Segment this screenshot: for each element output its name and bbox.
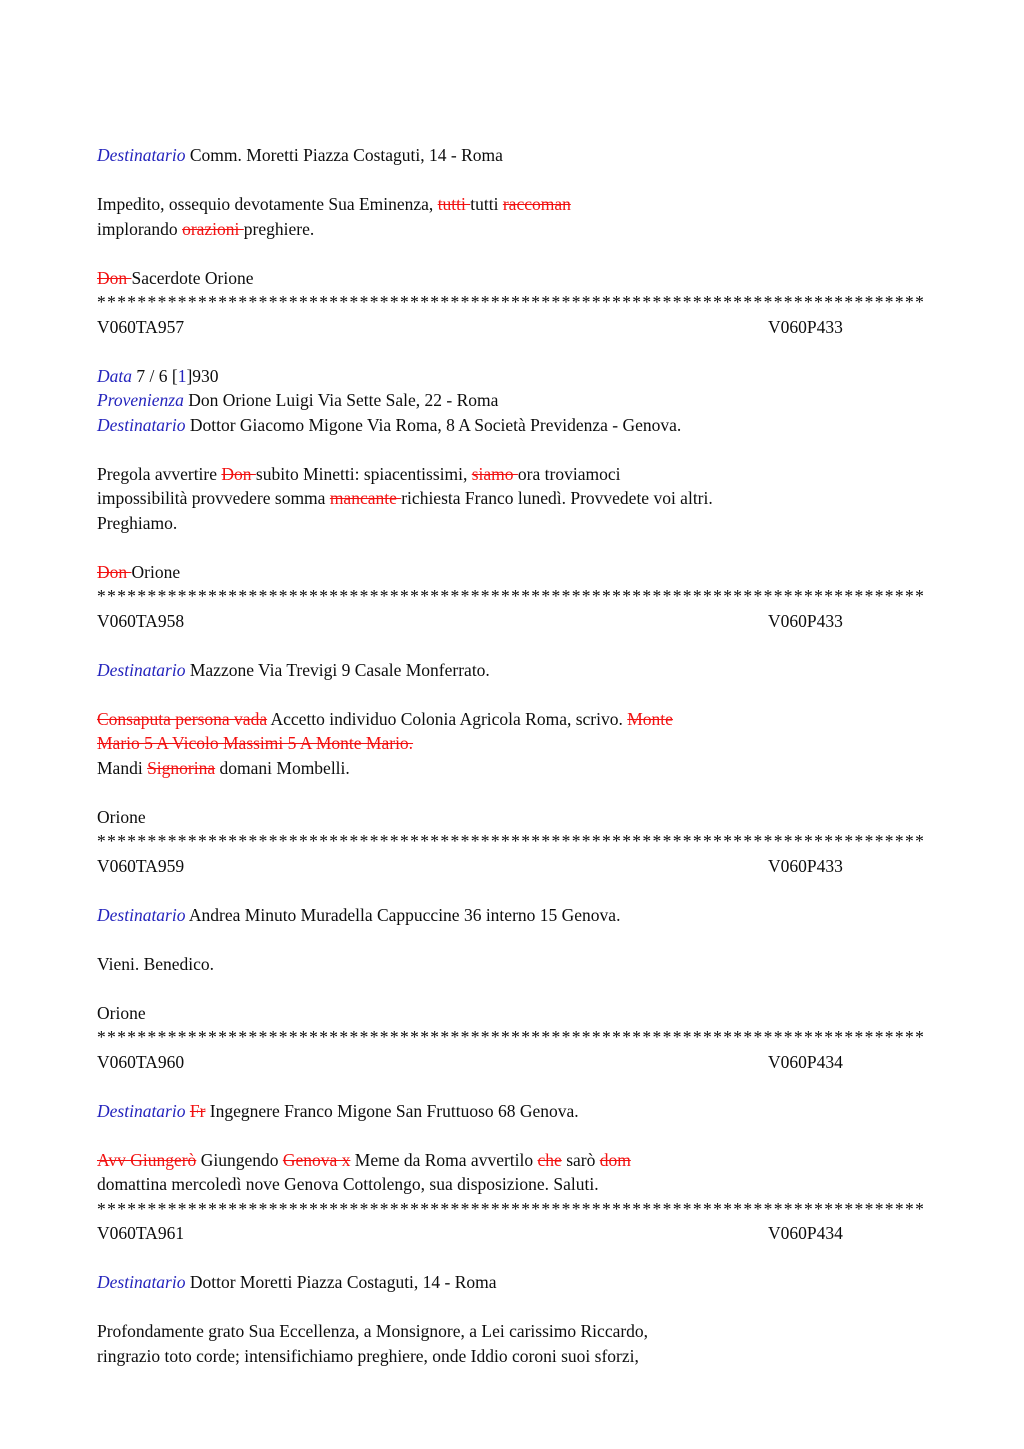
asterisk-rule: ********************************************************************************** <box>97 292 926 312</box>
text-run: preghiere. <box>243 218 315 239</box>
text-run: Vieni. Benedico. <box>97 953 215 974</box>
text-run: richiesta Franco lunedì. Provvedete voi altri. <box>401 488 713 508</box>
blank-line <box>97 241 927 266</box>
document-line <box>97 805 927 830</box>
field-label: Destinatario <box>97 904 186 925</box>
document-line <box>97 511 927 536</box>
field-label: Destinatario <box>97 1272 186 1292</box>
text-run: Orione <box>131 561 181 582</box>
text-run: Orione <box>97 1002 146 1023</box>
text-run: Accetto individuo Colonia Agricola Roma, scrivo. <box>267 708 628 729</box>
blank-line <box>97 1074 927 1099</box>
bracket-number: 1 <box>177 365 187 386</box>
strikethrough-text: che <box>537 1149 562 1170</box>
code-row <box>97 315 927 340</box>
text-run: tutti <box>470 194 503 214</box>
strikethrough-text: mancante <box>329 488 402 508</box>
blank-line <box>97 1123 927 1148</box>
blank-line <box>97 780 927 805</box>
document-line <box>97 1344 927 1369</box>
text-run: Giungendo <box>196 1149 283 1170</box>
text-run: 7 / 6 [ <box>132 365 178 386</box>
text-run: subito Minetti: spiacentissimi, <box>255 463 472 484</box>
field-label: Provenienza <box>97 390 184 410</box>
page-ref-code: V060P434 <box>768 1051 843 1072</box>
strikethrough-text: Don <box>221 463 256 484</box>
document-line <box>97 143 927 168</box>
strikethrough-text: Signorina <box>147 757 216 778</box>
text-run: impossibilità provvedere somma <box>97 488 330 508</box>
text-run: implorando <box>97 218 183 239</box>
field-label: Data <box>97 365 132 386</box>
text-run: sarò <box>561 1149 600 1170</box>
asterisk-rule: ********************************************************************************** <box>97 586 926 606</box>
blank-line <box>97 535 927 560</box>
text-run: Impedito, ossequio devotamente Sua Eminenza, <box>97 194 438 214</box>
text-run: Comm. Moretti Piazza Costaguti, 14 - Roma <box>185 145 503 165</box>
separator-line <box>97 584 927 609</box>
strikethrough-text: Genova x <box>282 1149 351 1170</box>
asterisk-rule: ********************************************************************************** <box>97 831 926 851</box>
blank-line <box>97 682 927 707</box>
text-run: Pregola avvertire <box>97 463 222 484</box>
document-line <box>97 217 927 242</box>
blank-line <box>97 339 927 364</box>
text-run: Dottor Moretti Piazza Costaguti, 14 - Roma <box>185 1272 497 1292</box>
document-line <box>97 952 927 977</box>
blank-line <box>97 976 927 1001</box>
document-line <box>97 486 927 511</box>
strikethrough-text: raccoman <box>502 194 571 214</box>
document-line <box>97 1001 927 1026</box>
strikethrough-text: Consaputa persona vada <box>97 708 268 729</box>
strikethrough-text: Monte <box>627 708 673 729</box>
text-run: ora troviamoci <box>517 463 621 484</box>
code-row <box>97 1221 927 1246</box>
document-line <box>97 658 927 683</box>
blank-line <box>97 633 927 658</box>
strikethrough-text: Fr <box>189 1100 206 1121</box>
document-line <box>97 560 927 585</box>
blank-line <box>97 1295 927 1320</box>
asterisk-rule: ********************************************************************************** <box>97 1027 926 1047</box>
strikethrough-text: Don <box>97 561 132 582</box>
strikethrough-text: orazioni <box>182 218 244 239</box>
document-line <box>97 364 927 389</box>
document-line <box>97 1148 927 1173</box>
text-run: Profondamente grato Sua Eccellenza, a Monsignore, a Lei carissimo Riccardo, <box>97 1321 649 1341</box>
page-ref-code: V060P433 <box>768 855 843 876</box>
strikethrough-text: siamo <box>471 463 518 484</box>
telegram-id-code: V060TA958 <box>97 610 185 631</box>
text-run: domani Mombelli. <box>215 757 350 778</box>
page-ref-code: V060P433 <box>768 316 843 337</box>
text-run: Don Orione Luigi Via Sette Sale, 22 - Roma <box>183 390 499 410</box>
text-run: Dottor Giacomo Migone Via Roma, 8 A Società Previdenza - Genova. <box>185 414 682 435</box>
separator-line <box>97 829 927 854</box>
telegram-id-code: V060TA960 <box>97 1051 185 1072</box>
strikethrough-text: tutti <box>437 194 471 214</box>
telegram-id-code: V060TA961 <box>97 1223 185 1243</box>
document-line <box>97 707 927 732</box>
text-run: Mazzone Via Trevigi 9 Casale Monferrato. <box>185 659 490 680</box>
code-row <box>97 854 927 879</box>
text-run: Meme da Roma avvertilo <box>350 1149 538 1170</box>
text-run: ]930 <box>186 365 219 386</box>
document-line <box>97 266 927 291</box>
strikethrough-text: Mario 5 A Vicolo Massimi 5 A Monte Mario. <box>97 733 414 753</box>
strikethrough-text: Don <box>97 267 132 288</box>
page-ref-code: V060P433 <box>768 610 843 631</box>
separator-line <box>97 1197 927 1222</box>
code-row <box>97 609 927 634</box>
document-line <box>97 1270 927 1295</box>
separator-line <box>97 290 927 315</box>
document-body <box>97 143 927 1368</box>
blank-line <box>97 878 927 903</box>
code-row <box>97 1050 927 1075</box>
field-label: Destinatario <box>97 145 186 165</box>
asterisk-rule: ********************************************************************************** <box>97 1198 926 1219</box>
telegram-id-code: V060TA959 <box>97 855 185 876</box>
text-run: Mandi <box>97 757 148 778</box>
text-run: ringrazio toto corde; intensifichiamo preghiere, onde Iddio coroni suoi sforzi, <box>97 1345 639 1366</box>
document-line <box>97 731 927 756</box>
strikethrough-text: dom <box>599 1149 631 1170</box>
text-run: Ingegnere Franco Migone San Fruttuoso 68 Genova. <box>205 1100 579 1121</box>
document-line <box>97 1319 927 1344</box>
blank-line <box>97 168 927 193</box>
document-line <box>97 192 927 217</box>
document-line <box>97 388 927 413</box>
document-line <box>97 1172 927 1197</box>
text-run: Orione <box>97 806 146 827</box>
text-run: domattina mercoledì nove Genova Cottolengo, sua disposizione. Saluti. <box>97 1174 599 1194</box>
document-line <box>97 903 927 928</box>
blank-line <box>97 437 927 462</box>
telegram-id-code: V060TA957 <box>97 316 185 337</box>
document-line <box>97 1099 927 1124</box>
page-ref-code: V060P434 <box>768 1223 843 1243</box>
separator-line <box>97 1025 927 1050</box>
field-label: Destinatario <box>97 659 186 680</box>
blank-line <box>97 1246 927 1271</box>
text-run: Preghiamo. <box>97 512 178 533</box>
document-line <box>97 756 927 781</box>
field-label: Destinatario <box>97 414 186 435</box>
blank-line <box>97 927 927 952</box>
strikethrough-text: Avv Giungerò <box>97 1149 197 1170</box>
text-run: Andrea Minuto Muradella Cappuccine 36 interno 15 Genova. <box>185 904 621 925</box>
document-line <box>97 413 927 438</box>
document-line <box>97 462 927 487</box>
text-run: Sacerdote Orione <box>131 267 254 288</box>
field-label: Destinatario <box>97 1100 186 1121</box>
